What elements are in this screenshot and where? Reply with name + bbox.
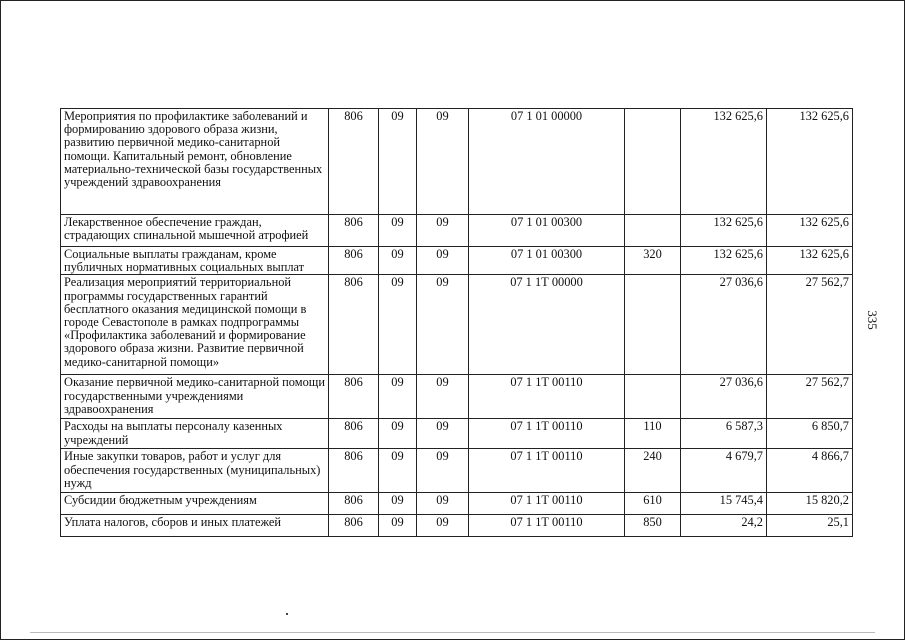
row-name: Иные закупки товаров, работ и услуг для обеспечения государственных (муниципальных) нужд [61,449,329,493]
subsection-code: 09 [417,275,469,375]
table-row [61,419,853,449]
row-name: Реализация мероприятий территориальной программы государственных гарантий бесплатного оказания медицинской помощи в городе Севастополе в рамках подпрограммы «Профилактика заболеваний и формирование здорового образа жизни. Развитие первичной медико-санитарной помощи» [61,275,329,375]
subsection-code: 09 [417,247,469,275]
expense-type-code [625,215,681,247]
section-code: 09 [379,109,417,215]
value-2019: 4 679,7 [681,449,767,493]
row-name: Расходы на выплаты персоналу казенных учреждений [61,419,329,449]
article-code: 07 1 01 00000 [469,109,625,215]
chapter-code: 806 [329,493,379,515]
section-code: 09 [379,493,417,515]
table-row [61,375,853,419]
table-row [61,515,853,537]
chapter-code: 806 [329,109,379,215]
value-2019: 6 587,3 [681,419,767,449]
article-code: 07 1 1Т 00110 [469,419,625,449]
section-code: 09 [379,515,417,537]
section-code: 09 [379,419,417,449]
section-code: 09 [379,449,417,493]
expense-type-code: 610 [625,493,681,515]
value-2020: 132 625,6 [767,215,853,247]
scan-edge-line [30,632,875,633]
article-code: 07 1 01 00300 [469,247,625,275]
value-2020: 132 625,6 [767,247,853,275]
table-row [61,449,853,493]
table-row [61,215,853,247]
expense-type-code [625,275,681,375]
chapter-code: 806 [329,419,379,449]
row-name: Мероприятия по профилактике заболеваний и формированию здорового образа жизни, развитию первичной медико-санитарной помощи. Капитальный ремонт, обновление материально-технической базы государственных учреждений здравоохранения [61,109,329,215]
subsection-code: 09 [417,375,469,419]
table-row [61,247,853,275]
expense-type-code [625,375,681,419]
section-code: 09 [379,375,417,419]
expense-type-code: 110 [625,419,681,449]
article-code: 07 1 1Т 00110 [469,493,625,515]
subsection-code: 09 [417,215,469,247]
row-name: Уплата налогов, сборов и иных платежей [61,515,329,537]
expense-type-code [625,109,681,215]
article-code: 07 1 1Т 00110 [469,375,625,419]
value-2020: 27 562,7 [767,375,853,419]
table-row [61,493,853,515]
value-2019: 132 625,6 [681,247,767,275]
row-name: Субсидии бюджетным учреждениям [61,493,329,515]
table-body [61,109,853,537]
row-name: Оказание первичной медико-санитарной помощи государственными учреждениями здравоохранения [61,375,329,419]
value-2020: 15 820,2 [767,493,853,515]
article-code: 07 1 1Т 00110 [469,449,625,493]
article-code: 07 1 01 00300 [469,215,625,247]
table-row [61,109,853,215]
subsection-code: 09 [417,419,469,449]
budget-table [60,108,853,537]
expense-type-code: 850 [625,515,681,537]
chapter-code: 806 [329,275,379,375]
table-row [61,275,853,375]
article-code: 07 1 1Т 00000 [469,275,625,375]
value-2019: 132 625,6 [681,215,767,247]
value-2020: 25,1 [767,515,853,537]
subsection-code: 09 [417,493,469,515]
page-number: 335 [864,310,880,330]
chapter-code: 806 [329,215,379,247]
chapter-code: 806 [329,449,379,493]
scan-dot [286,613,288,615]
expense-type-code: 240 [625,449,681,493]
value-2019: 27 036,6 [681,275,767,375]
subsection-code: 09 [417,515,469,537]
chapter-code: 806 [329,247,379,275]
article-code: 07 1 1Т 00110 [469,515,625,537]
row-name: Социальные выплаты гражданам, кроме публичных нормативных социальных выплат [61,247,329,275]
chapter-code: 806 [329,515,379,537]
section-code: 09 [379,215,417,247]
value-2019: 132 625,6 [681,109,767,215]
value-2020: 4 866,7 [767,449,853,493]
section-code: 09 [379,275,417,375]
value-2019: 15 745,4 [681,493,767,515]
section-code: 09 [379,247,417,275]
value-2019: 27 036,6 [681,375,767,419]
chapter-code: 806 [329,375,379,419]
value-2019: 24,2 [681,515,767,537]
value-2020: 27 562,7 [767,275,853,375]
row-name: Лекарственное обеспечение граждан, страдающих спинальной мышечной атрофией [61,215,329,247]
subsection-code: 09 [417,109,469,215]
value-2020: 132 625,6 [767,109,853,215]
expense-type-code: 320 [625,247,681,275]
value-2020: 6 850,7 [767,419,853,449]
subsection-code: 09 [417,449,469,493]
